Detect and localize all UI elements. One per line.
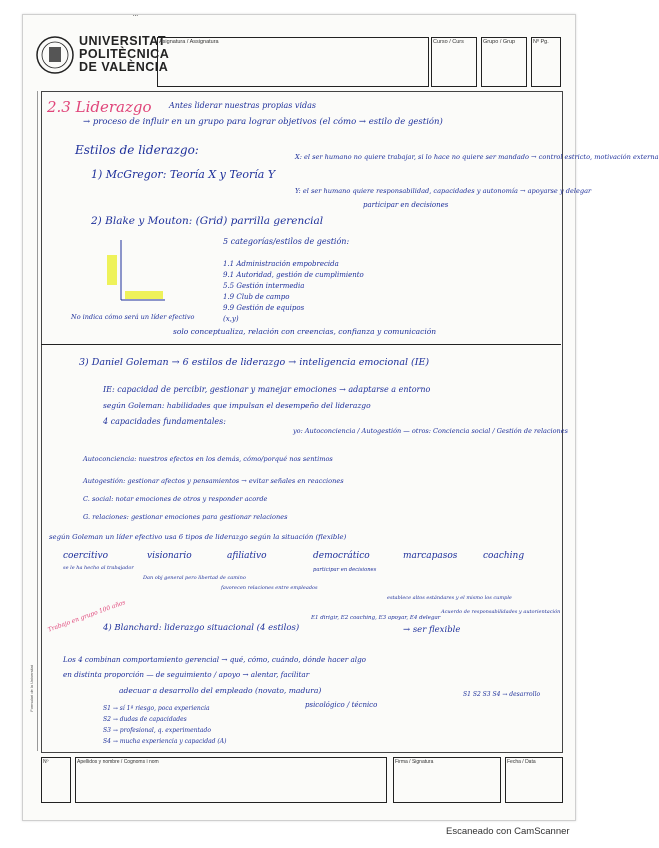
university-name: UNIVERSITAT POLITÈCNICA DE VALÈNCIA bbox=[79, 34, 170, 74]
style-desc: favorecen relaciones entre empleados bbox=[221, 585, 318, 591]
subject-label: Asignatura / Assignatura bbox=[159, 39, 219, 45]
five-categories-note: 5 categorías/estilos de gestión: bbox=[223, 237, 350, 246]
list-item: S2 → dudas de capacidades bbox=[103, 716, 187, 723]
style-desc: Dan obj general pero libertad de camino bbox=[143, 575, 246, 581]
list-item: Autoconciencia: nuestros efectos en los demás, cómo/porqué nos sentimos bbox=[83, 455, 333, 463]
blake-item: 9.1 Autoridad, gestión de cumplimiento bbox=[223, 271, 364, 279]
capacidades-grid: yo: Autoconciencia / Autogestión — otros: Conciencia social / Gestión de relaciones bbox=[293, 427, 568, 435]
blake-xy: (x,y) bbox=[223, 315, 239, 323]
upv-logo-icon bbox=[35, 35, 75, 75]
course-label: Curso / Curs bbox=[433, 39, 464, 45]
date-label: Fecha / Data bbox=[507, 759, 536, 765]
theory-y-note: Y: el ser humano quiere responsabilidad, capacidades y autonomía → apoyarse y delegar bbox=[295, 187, 592, 195]
adecuar-note: adecuar a desarrollo del empleado (novato, madura) bbox=[119, 686, 322, 695]
style-name: democrático bbox=[313, 551, 370, 561]
styles-title: Estilos de liderazgo: bbox=[75, 143, 199, 157]
participate-note: participar en decisiones bbox=[363, 201, 449, 209]
style-name: coercitivo bbox=[63, 551, 109, 561]
list-item: C. social: notar emociones de otros y responder acorde bbox=[83, 495, 268, 503]
blake-item: 1.9 Club de campo bbox=[223, 293, 290, 301]
list-item: S1 → sí 1ª riesgo, poca experiencia bbox=[103, 705, 210, 712]
definition-note: → proceso de influir en un grupo para lograr objetivos (el cómo → estilo de gestión) bbox=[83, 117, 443, 127]
intro-note: Antes liderar nuestras propias vidas bbox=[169, 101, 316, 110]
theory-x-note: X: el ser humano no quiere trabajar, si lo hace no quiere ser mandado → control estricto, motivación externa bbox=[295, 153, 659, 161]
blake-item: 1.1 Administración empobrecida bbox=[223, 260, 339, 268]
blake-item: 5.5 Gestión intermedia bbox=[223, 282, 305, 290]
scanner-watermark: Escaneado con CamScanner bbox=[446, 826, 570, 837]
mcgregor-note: 1) McGregor: Teoría X y Teoría Y bbox=[91, 168, 276, 181]
goleman-definition: según Goleman: habilidades que impulsan el desempeño del liderazgo bbox=[103, 401, 371, 410]
blanchard-note: 4) Blanchard: liderazgo situacional (4 estilos) bbox=[103, 623, 300, 633]
grid-diagram-icon bbox=[107, 235, 167, 305]
group-label: Grupo / Grup bbox=[483, 39, 516, 45]
page-label: Nº Pg. bbox=[533, 39, 549, 45]
blake-item: 9.9 Gestión de equipos bbox=[223, 304, 305, 312]
style-desc: se le ha hecho al trabajador bbox=[63, 565, 134, 571]
style-desc: Acuerdo de responsabilidades y autorientación bbox=[441, 609, 561, 615]
style-name: marcapasos bbox=[403, 551, 458, 561]
number-label: Nº bbox=[43, 759, 49, 765]
signature-label: Firma / Signatura bbox=[395, 759, 434, 765]
margin-text: Formulari de la Universitat bbox=[29, 665, 34, 712]
style-desc: establece altos estándares y el mismo los cumple bbox=[387, 595, 512, 601]
divider bbox=[41, 344, 561, 345]
flexible-note: → ser flexible bbox=[403, 625, 461, 635]
comp-note-2: en distinta proporción — de seguimiento / apoyo → alentar, facilitar bbox=[63, 670, 310, 679]
concept-note: solo conceptualiza, relación con creencias, confianza y comunicación bbox=[173, 327, 437, 336]
style-name: visionario bbox=[147, 551, 192, 561]
style-name: coaching bbox=[483, 551, 525, 561]
comp-note-1: Los 4 combinan comportamiento gerencial → qué, cómo, cuándo, dónde hacer algo bbox=[63, 655, 367, 664]
no-indica-note: No indica cómo será un líder efectivo bbox=[71, 313, 195, 321]
exam-sheet bbox=[22, 10, 659, 821]
list-item: G. relaciones: gestionar emociones para gestionar relaciones bbox=[83, 513, 288, 521]
goleman-note: 3) Daniel Goleman → 6 estilos de liderazgo → inteligencia emocional (IE) bbox=[79, 357, 430, 368]
margin-line bbox=[37, 91, 38, 751]
psico-note: psicológico / técnico bbox=[305, 701, 378, 709]
blake-note: 2) Blake y Mouton: (Grid) parrilla gerencial bbox=[91, 215, 324, 227]
capacidades-note: 4 capacidades fundamentales: bbox=[103, 417, 226, 426]
e-list: E1 dirigir, E2 coaching, E3 apoyar, E4 delegar bbox=[311, 615, 441, 621]
list-item: S3 → profesional, q. experimentado bbox=[103, 727, 211, 734]
list-item: S4 → mucha experiencia y capacidad (A) bbox=[103, 738, 227, 745]
name-label: Apellidos y nombre / Cognoms i nom bbox=[77, 759, 159, 765]
section-heading: 2.3 Liderazgo bbox=[47, 98, 152, 116]
style-name: afiliativo bbox=[227, 551, 267, 561]
list-item: Autogestión: gestionar afectos y pensamientos → evitar señales en reacciones bbox=[83, 477, 344, 485]
six-types-note: según Goleman un líder efectivo usa 6 tipos de liderazgo según la situación (flexible) bbox=[49, 533, 347, 541]
ie-definition: IE: capacidad de percibir, gestionar y manejar emociones → adaptarse a entorno bbox=[103, 385, 431, 394]
trabajo-note: Trabajo en grupo 100 años bbox=[47, 598, 127, 634]
top-scribble: ... bbox=[133, 10, 139, 18]
s-side-note: S1 S2 S3 S4 → desarrollo bbox=[463, 691, 541, 698]
style-desc: participar en decisiones bbox=[313, 567, 377, 573]
